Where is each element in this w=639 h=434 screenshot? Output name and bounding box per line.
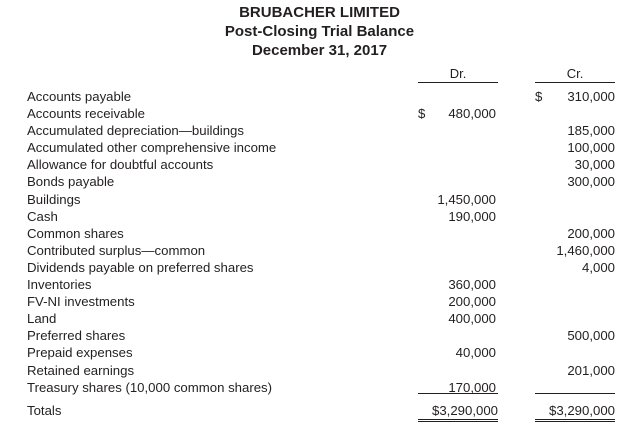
table-row bbox=[0, 276, 639, 293]
debit-column-header: Dr. bbox=[449, 66, 467, 81]
statement-title: Post-Closing Trial Balance bbox=[224, 23, 415, 40]
account-name: Cash bbox=[27, 208, 58, 224]
table-row bbox=[0, 173, 639, 190]
account-name: Retained earnings bbox=[27, 362, 135, 378]
credit-value: 30,000 bbox=[574, 157, 615, 173]
account-name: Accumulated other comprehensive income bbox=[27, 140, 277, 156]
table-row bbox=[0, 344, 639, 361]
account-name: Accounts receivable bbox=[27, 106, 146, 122]
account-name: Dividends payable on preferred shares bbox=[27, 259, 254, 275]
table-row bbox=[0, 362, 639, 379]
credit-value: 185,000 bbox=[567, 123, 615, 139]
table-row bbox=[0, 259, 639, 276]
account-name: Common shares bbox=[27, 225, 124, 241]
credit-value: 201,000 bbox=[567, 362, 615, 378]
table-row bbox=[0, 139, 639, 156]
debit-sum-rule bbox=[418, 393, 498, 394]
credit-sum-rule bbox=[535, 393, 615, 394]
debit-value: 1,450,000 bbox=[437, 191, 496, 207]
account-name: Prepaid expenses bbox=[27, 345, 133, 361]
trial-balance-rows bbox=[0, 88, 639, 396]
currency-symbol: $ bbox=[535, 89, 543, 104]
credit-double-underline bbox=[535, 419, 615, 422]
account-name: Contributed surplus—common bbox=[27, 242, 206, 258]
credit-value: 4,000 bbox=[581, 259, 615, 275]
debit-total: $3,290,000 bbox=[431, 403, 498, 418]
table-row bbox=[0, 156, 639, 173]
account-name: Inventories bbox=[27, 277, 92, 293]
debit-value: 480,000 bbox=[448, 106, 496, 122]
credit-value: 200,000 bbox=[567, 225, 615, 241]
account-name: Accounts payable bbox=[27, 89, 132, 104]
table-row bbox=[0, 225, 639, 242]
table-row bbox=[0, 310, 639, 327]
account-name: Buildings bbox=[27, 191, 81, 207]
table-row bbox=[0, 327, 639, 344]
account-name: FV-NI investments bbox=[27, 294, 135, 310]
company-name: BRUBACHER LIMITED bbox=[239, 4, 400, 21]
totals-label: Totals bbox=[27, 403, 62, 418]
table-row bbox=[0, 105, 639, 122]
table-row bbox=[0, 191, 639, 208]
table-row bbox=[0, 293, 639, 310]
credit-value: 500,000 bbox=[567, 328, 615, 344]
credit-total: $3,290,000 bbox=[548, 403, 615, 418]
account-name: Allowance for doubtful accounts bbox=[27, 157, 214, 173]
credit-value: 310,000 bbox=[567, 89, 615, 104]
credit-column-header: Cr. bbox=[566, 66, 584, 81]
table-row bbox=[0, 122, 639, 139]
debit-value: 170,000 bbox=[448, 379, 496, 395]
table-row bbox=[0, 88, 639, 105]
credit-header-rule bbox=[535, 82, 615, 83]
debit-value: 40,000 bbox=[455, 345, 496, 361]
debit-double-underline bbox=[418, 419, 498, 422]
debit-value: 400,000 bbox=[448, 311, 496, 327]
account-name: Accumulated depreciation—buildings bbox=[27, 123, 244, 139]
debit-value: 360,000 bbox=[448, 277, 496, 293]
account-name: Treasury shares (10,000 common shares) bbox=[27, 379, 273, 395]
credit-value: 300,000 bbox=[567, 174, 615, 190]
credit-value: 100,000 bbox=[567, 140, 615, 156]
currency-symbol: $ bbox=[418, 106, 426, 122]
debit-value: 200,000 bbox=[448, 294, 496, 310]
debit-header-rule bbox=[418, 82, 498, 83]
debit-value: 190,000 bbox=[448, 208, 496, 224]
account-name: Bonds payable bbox=[27, 174, 115, 190]
table-row bbox=[0, 242, 639, 259]
table-row bbox=[0, 208, 639, 225]
totals-row bbox=[0, 402, 639, 419]
statement-date: December 31, 2017 bbox=[251, 42, 388, 59]
account-name: Preferred shares bbox=[27, 328, 126, 344]
account-name: Land bbox=[27, 311, 57, 327]
credit-value: 1,460,000 bbox=[556, 242, 615, 258]
